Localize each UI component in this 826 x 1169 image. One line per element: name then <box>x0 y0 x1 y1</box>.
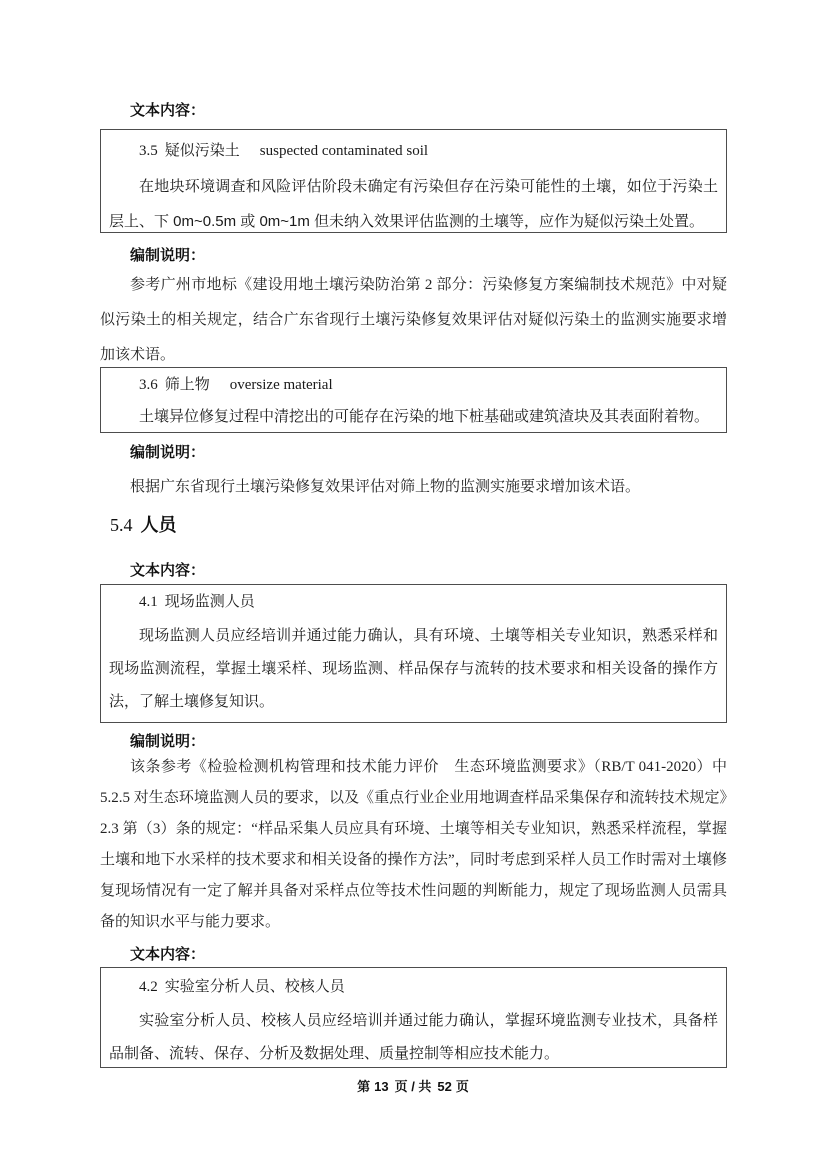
chapter-heading-5-4 <box>110 512 177 538</box>
term-4-2-definition: 实验室分析人员、校核人员应经培训并通过能力确认，掌握环境监测专业技术，具备样品制备、流转、保存、分析及数据处理、质量控制等相应技术能力。 <box>109 1012 718 1062</box>
term-box-3-6 <box>100 367 727 433</box>
term-box-4-2 <box>100 967 727 1068</box>
footer-total-pages: 52 <box>437 1079 452 1094</box>
term-3-6-name-zh: 筛上物 <box>164 376 210 393</box>
page-footer <box>0 1077 826 1097</box>
section-label-text-content-3: 文本内容： <box>130 946 206 963</box>
note-3-6-text: 根据广东省现行土壤污染修复效果评估对筛上物的监测实施要求增加该术语。 <box>130 479 641 495</box>
term-3-5-number: 3.5 <box>139 143 158 159</box>
note-3-5-text: 参考广州市地标《建设用地土壤污染防治第 2 部分：污染修复方案编制技术规范》中对疑似污染土的相关规定，结合广东省现行土壤污染修复效果评估对疑似污染土的监测实施要求增加该术语。 <box>100 277 727 363</box>
chapter-title: 人员 <box>140 515 177 535</box>
term-3-6-heading <box>109 369 718 401</box>
term-3-5-name-en: suspected contaminated soil <box>259 143 429 159</box>
term-box-3-5 <box>100 129 727 233</box>
term-4-2-heading <box>109 970 718 1004</box>
term-box-4-1 <box>100 584 727 723</box>
section-label-note-3: 编制说明： <box>130 733 206 750</box>
term-4-2-name-zh: 实验室分析人员、校核人员 <box>164 978 345 995</box>
section-label-note-2: 编制说明： <box>130 444 206 461</box>
term-3-6-definition: 土壤异位修复过程中清挖出的可能存在污染的地下桩基础或建筑渣块及其表面附着物。 <box>139 408 710 425</box>
note-4-1-text: 该条参考《检验检测机构管理和技术能力评价 生态环境监测要求》（RB/T 041-2020）中 5.2.5 对生态环境监测人员的要求，以及《重点行业企业用地调查样品采集保存和流转技术规定》2.3 第（3）条的规定：“样品采集人员应具有环境、土壤等相关专业知识，熟悉采样流程，掌握土壤和地下水采样的技术要求和相关设备的操作方法”，同时考虑到采样人员工作时需对土壤修复现场情况有一定了解并具备对采样点位等技术性问题的判断能力，规定了现场监测人员需具备的知识水平与能力要求。 <box>100 759 727 930</box>
footer-prefix: 第 <box>357 1079 371 1094</box>
footer-middle: 页 / 共 <box>394 1079 432 1094</box>
term-4-1-definition: 现场监测人员应经培训并通过能力确认，具有环境、土壤等相关专业知识，熟悉采样和现场监测流程，掌握土壤采样、现场监测、样品保存与流转的技术要求和相关设备的操作方法，了解土壤修复知识。 <box>109 627 718 710</box>
term-3-5-name-zh: 疑似污染土 <box>164 142 240 159</box>
chapter-number: 5.4 <box>110 515 133 535</box>
term-3-5-definition: 在地块环境调查和风险评估阶段未确定有污染但存在污染可能性的土壤，如位于污染土层上、下 0m~0.5m 或 0m~1m 但未纳入效果评估监测的土壤等，应作为疑似污染土处置。 <box>109 178 718 230</box>
footer-current-page: 13 <box>374 1079 389 1094</box>
footer-suffix: 页 <box>455 1079 469 1094</box>
term-3-6-name-en: oversize material <box>229 377 333 393</box>
term-4-2-number: 4.2 <box>139 979 158 995</box>
term-4-1-heading <box>109 585 718 619</box>
section-label-text-content-2: 文本内容： <box>130 562 206 579</box>
section-label-text-content-1: 文本内容： <box>130 102 206 119</box>
term-4-1-name-zh: 现场监测人员 <box>164 593 255 610</box>
term-4-1-number: 4.1 <box>139 594 158 610</box>
term-3-5-heading <box>109 133 718 169</box>
term-3-6-number: 3.6 <box>139 377 158 393</box>
section-label-note-1: 编制说明： <box>130 247 206 264</box>
